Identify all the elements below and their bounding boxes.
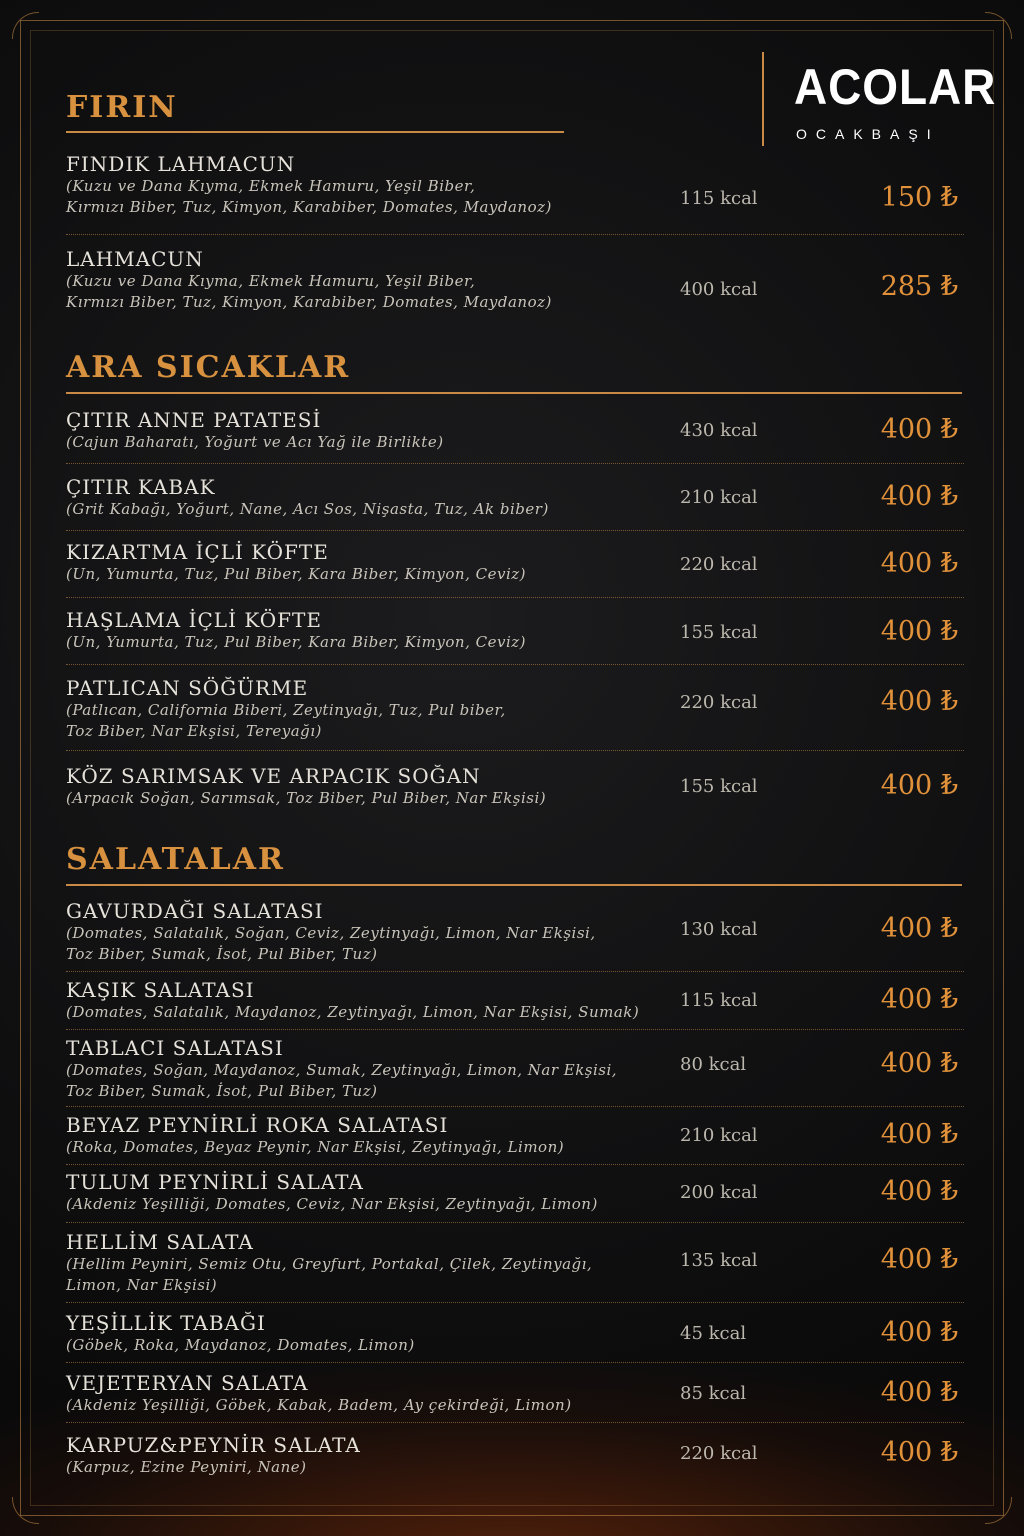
item-description: (Un, Yumurta, Tuz, Pul Biber, Kara Biber, Kimyon, Ceviz) bbox=[66, 565, 526, 583]
menu-item bbox=[66, 899, 964, 965]
item-kcal: 130 kcal bbox=[680, 919, 758, 940]
item-name: HELLİM SALATA bbox=[66, 1230, 254, 1254]
item-kcal: 200 kcal bbox=[680, 1182, 758, 1203]
item-divider bbox=[66, 1302, 964, 1303]
item-price: 285 ₺ bbox=[880, 271, 958, 302]
frame-corner bbox=[12, 1497, 39, 1524]
item-price: 400 ₺ bbox=[880, 1176, 958, 1207]
item-price: 400 ₺ bbox=[880, 1244, 958, 1275]
item-kcal: 155 kcal bbox=[680, 622, 758, 643]
item-description: (Domates, Salatalık, Maydanoz, Zeytinyağı, Limon, Nar Ekşisi, Sumak) bbox=[66, 1003, 640, 1021]
item-name: PATLICAN SÖĞÜRME bbox=[66, 676, 309, 700]
item-name: ÇITIR KABAK bbox=[66, 475, 216, 499]
item-name: KÖZ SARIMSAK VE ARPACIK SOĞAN bbox=[66, 764, 481, 788]
item-kcal: 135 kcal bbox=[680, 1250, 758, 1271]
menu-item bbox=[66, 475, 964, 520]
section-title-ara-sicaklar: ARA SICAKLAR bbox=[66, 350, 351, 385]
item-price: 400 ₺ bbox=[880, 770, 958, 801]
item-name: VEJETERYAN SALATA bbox=[66, 1371, 309, 1395]
item-description: (Grit Kabağı, Yoğurt, Nane, Acı Sos, Nişasta, Tuz, Ak biber) bbox=[66, 500, 549, 518]
item-name: GAVURDAĞI SALATASI bbox=[66, 899, 324, 923]
item-name: TULUM PEYNİRLİ SALATA bbox=[66, 1170, 364, 1194]
section-rule bbox=[66, 131, 564, 133]
item-description: (Akdeniz Yeşilliği, Domates, Ceviz, Nar Ekşisi, Zeytinyağı, Limon) bbox=[66, 1195, 598, 1213]
item-kcal: 85 kcal bbox=[680, 1383, 747, 1404]
item-kcal: 430 kcal bbox=[680, 420, 758, 441]
menu-item bbox=[66, 1170, 964, 1215]
item-price: 400 ₺ bbox=[880, 616, 958, 647]
menu-item bbox=[66, 1371, 964, 1416]
item-kcal: 220 kcal bbox=[680, 554, 758, 575]
item-description: (Roka, Domates, Beyaz Peynir, Nar Ekşisi, Zeytinyağı, Limon) bbox=[66, 1138, 565, 1156]
item-price: 400 ₺ bbox=[880, 1377, 958, 1408]
item-description: (Kuzu ve Dana Kıyma, Ekmek Hamuru, Yeşil Biber, Kırmızı Biber, Tuz, Kimyon, Karabiber, Domates, Maydanoz) bbox=[66, 177, 552, 216]
item-kcal: 80 kcal bbox=[680, 1054, 747, 1075]
menu-item bbox=[66, 1113, 964, 1158]
menu-item bbox=[66, 1433, 964, 1478]
item-description: (Patlıcan, California Biberi, Zeytinyağı, Tuz, Pul biber, Toz Biber, Nar Ekşisi, Tereyağı) bbox=[66, 701, 506, 740]
menu-item bbox=[66, 152, 964, 218]
item-divider bbox=[66, 1222, 964, 1223]
item-kcal: 210 kcal bbox=[680, 1125, 758, 1146]
item-price: 400 ₺ bbox=[880, 1048, 958, 1079]
item-kcal: 400 kcal bbox=[680, 279, 758, 300]
item-divider bbox=[66, 1362, 964, 1363]
menu-item bbox=[66, 540, 964, 585]
item-description: (Karpuz, Ezine Peyniri, Nane) bbox=[66, 1458, 307, 1476]
item-kcal: 115 kcal bbox=[680, 188, 758, 209]
menu-item bbox=[66, 1230, 964, 1296]
item-price: 400 ₺ bbox=[880, 1437, 958, 1468]
item-description: (Domates, Soğan, Maydanoz, Sumak, Zeytinyağı, Limon, Nar Ekşisi, Toz Biber, Sumak, İsot, Pul Biber, Tuz) bbox=[66, 1061, 618, 1100]
item-name: YEŞİLLİK TABAĞI bbox=[66, 1311, 266, 1335]
item-divider bbox=[66, 530, 964, 531]
item-description: (Kuzu ve Dana Kıyma, Ekmek Hamuru, Yeşil Biber, Kırmızı Biber, Tuz, Kimyon, Karabiber, Domates, Maydanoz) bbox=[66, 272, 552, 311]
item-divider bbox=[66, 750, 964, 751]
menu-item bbox=[66, 1311, 964, 1356]
item-kcal: 115 kcal bbox=[680, 990, 758, 1011]
item-name: BEYAZ PEYNİRLİ ROKA SALATASI bbox=[66, 1113, 449, 1137]
item-price: 400 ₺ bbox=[880, 1317, 958, 1348]
item-price: 400 ₺ bbox=[880, 984, 958, 1015]
item-price: 400 ₺ bbox=[880, 1119, 958, 1150]
item-price: 400 ₺ bbox=[880, 548, 958, 579]
menu-item bbox=[66, 676, 964, 742]
item-description: (Akdeniz Yeşilliği, Göbek, Kabak, Badem, Ay çekirdeği, Limon) bbox=[66, 1396, 572, 1414]
item-name: TABLACI SALATASI bbox=[66, 1036, 284, 1060]
frame-corner bbox=[985, 1497, 1012, 1524]
item-divider bbox=[66, 234, 964, 235]
item-description: (Arpacık Soğan, Sarımsak, Toz Biber, Pul Biber, Nar Ekşisi) bbox=[66, 789, 547, 807]
item-divider bbox=[66, 1106, 964, 1107]
menu-item bbox=[66, 978, 964, 1023]
item-price: 400 ₺ bbox=[880, 414, 958, 445]
item-name: KAŞIK SALATASI bbox=[66, 978, 255, 1002]
item-kcal: 45 kcal bbox=[680, 1323, 747, 1344]
item-name: LAHMACUN bbox=[66, 247, 204, 271]
item-description: (Domates, Salatalık, Soğan, Ceviz, Zeytinyağı, Limon, Nar Ekşisi, Toz Biber, Sumak, İsot, Pul Biber, Tuz) bbox=[66, 924, 596, 963]
item-price: 150 ₺ bbox=[880, 182, 958, 213]
frame-corner bbox=[985, 12, 1012, 39]
section-title-firin: FIRIN bbox=[66, 90, 178, 125]
item-description: (Hellim Peyniri, Semiz Otu, Greyfurt, Portakal, Çilek, Zeytinyağı, Limon, Nar Ekşisi) bbox=[66, 1255, 593, 1294]
item-name: HAŞLAMA İÇLİ KÖFTE bbox=[66, 608, 322, 632]
item-kcal: 155 kcal bbox=[680, 776, 758, 797]
menu-item bbox=[66, 1036, 964, 1102]
item-divider bbox=[66, 1029, 964, 1030]
restaurant-logo bbox=[762, 52, 997, 148]
item-divider bbox=[66, 971, 964, 972]
logo-wordmark: ACOLAR bbox=[794, 59, 997, 115]
item-description: (Cajun Baharatı, Yoğurt ve Acı Yağ ile Birlikte) bbox=[66, 433, 444, 451]
menu-item bbox=[66, 764, 964, 809]
item-description: (Un, Yumurta, Tuz, Pul Biber, Kara Biber, Kimyon, Ceviz) bbox=[66, 633, 526, 651]
item-price: 400 ₺ bbox=[880, 913, 958, 944]
item-description: (Göbek, Roka, Maydanoz, Domates, Limon) bbox=[66, 1336, 415, 1354]
item-price: 400 ₺ bbox=[880, 686, 958, 717]
menu-item bbox=[66, 608, 964, 653]
section-rule bbox=[66, 884, 962, 886]
item-divider bbox=[66, 463, 964, 464]
item-divider bbox=[66, 664, 964, 665]
section-rule bbox=[66, 392, 962, 394]
item-name: KIZARTMA İÇLİ KÖFTE bbox=[66, 540, 329, 564]
menu-item bbox=[66, 408, 964, 453]
item-kcal: 210 kcal bbox=[680, 487, 758, 508]
item-price: 400 ₺ bbox=[880, 481, 958, 512]
item-kcal: 220 kcal bbox=[680, 692, 758, 713]
logo-subtitle: OCAKBAŞI bbox=[796, 126, 940, 142]
item-name: KARPUZ&PEYNİR SALATA bbox=[66, 1433, 361, 1457]
item-divider bbox=[66, 597, 964, 598]
item-divider bbox=[66, 1164, 964, 1165]
section-title-salatalar: SALATALAR bbox=[66, 842, 285, 877]
item-name: ÇITIR ANNE PATATESİ bbox=[66, 408, 322, 432]
item-kcal: 220 kcal bbox=[680, 1443, 758, 1464]
item-name: FINDIK LAHMACUN bbox=[66, 152, 296, 176]
logo-bar bbox=[762, 52, 764, 146]
frame-corner bbox=[12, 12, 39, 39]
menu-item bbox=[66, 247, 964, 313]
item-divider bbox=[66, 1422, 964, 1423]
